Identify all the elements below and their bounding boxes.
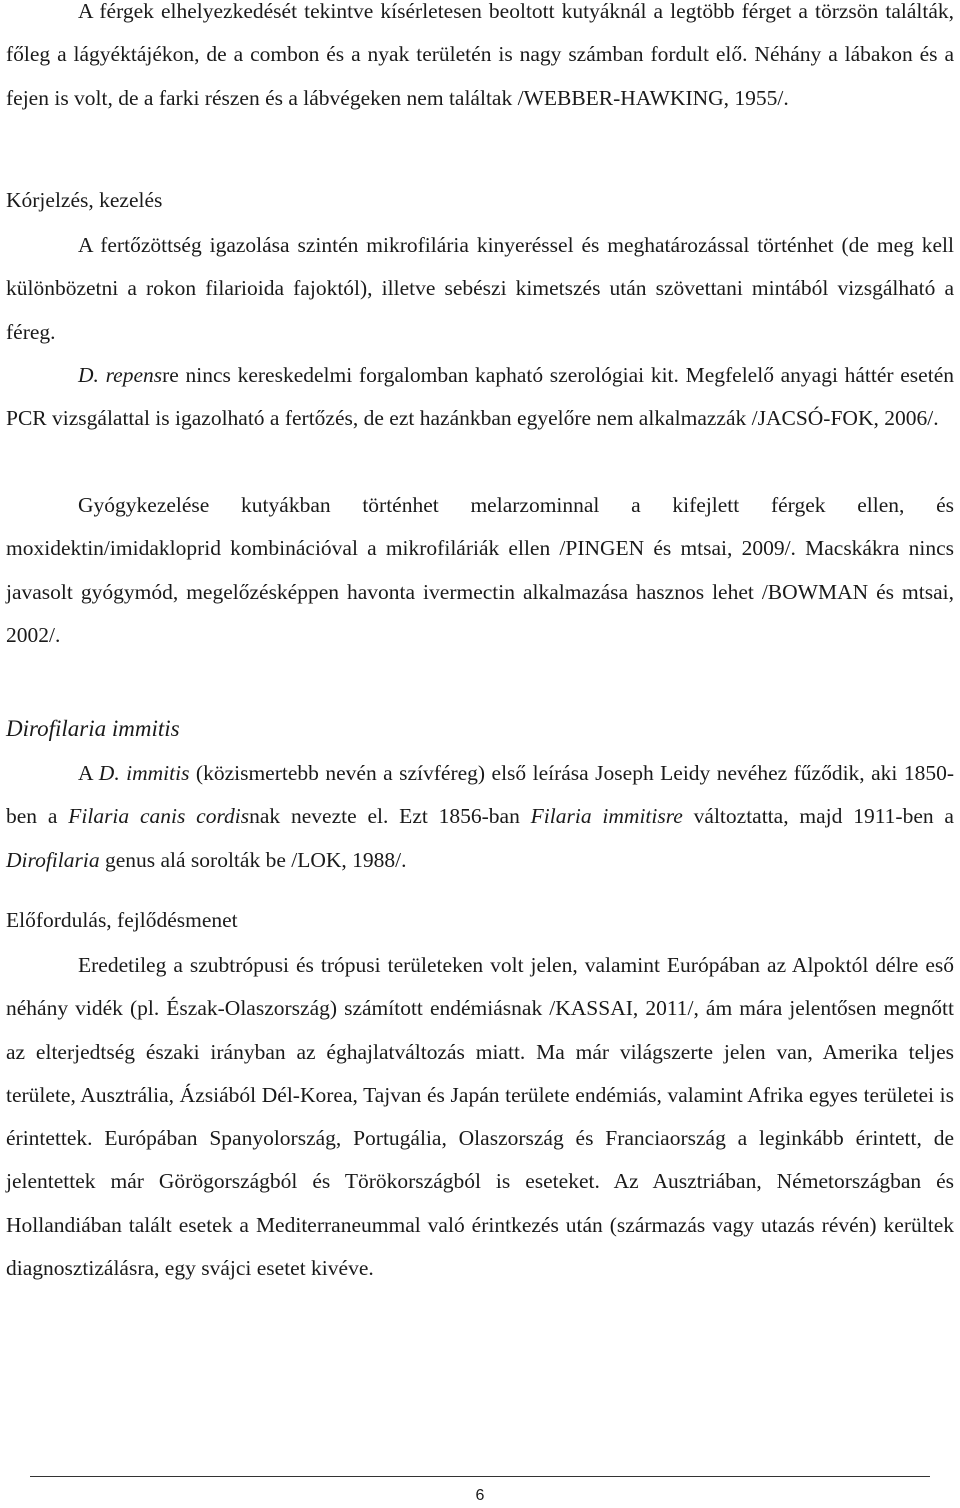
- species-name-italic: D. immitis: [98, 761, 190, 785]
- text-run: nak nevezte el. Ezt 1856-ban: [249, 804, 531, 829]
- text-run: genus alá sorolták be /LOK, 1988/.: [99, 847, 407, 872]
- section-heading-occurrence: Előfordulás, fejlődésmenet: [6, 908, 238, 932]
- paragraph-text: Eredetileg a szubtrópusi és trópusi területeken volt jelen, valamint Európában az Alpoktól délre eső néhány vidék (pl. Észak-Olaszország) számított endémiásnak /KASSAI, 2011/, ám mára jelentősen megnőtt az elterjedtség északi irányban az éghajlatváltozás miatt. Ma már világszerte jelen van, Amerika teljes területe, Ausztrália, Ázsiából Dél-Korea, Tajvan és Japán területe endémiás, valamint Afrika egyes területei is érintettek. Európában Spanyolország, Portugália, Olaszország és Franciaország a leginkább érintett, de jelentettek már Görögországból és Törökországból is eseteket. Az Ausztriában, Németországban és Hollandiában talált esetek a Mediterraneummal való érintkezés után (származás vagy utazás révén) kerültek diagnosztizálásra, egy svájci esetet kivéve.: [6, 953, 954, 1281]
- species-heading: Dirofilaria immitis: [6, 716, 180, 741]
- page-number: 6: [475, 1487, 485, 1504]
- species-name-italic: D. repens: [78, 363, 163, 387]
- paragraph-serology: [6, 354, 954, 441]
- text-run: A: [78, 761, 99, 785]
- species-name-italic: Filaria immitisre: [530, 804, 683, 829]
- paragraph-history: [6, 752, 954, 882]
- genus-name-italic: Dirofilaria: [6, 847, 100, 872]
- paragraph-text: re nincs kereskedelmi forgalomban kapható szerológiai kit. Megfelelő anyagi háttér esetén PCR vizsgálattal is igazolható a fertőzés, de ezt hazánkban egyelőre nem alkalmazzák /JACSÓ-FOK, 2006/.: [6, 363, 954, 431]
- paragraph-text: A férgek elhelyezkedését tekintve kísérletesen beoltott kutyáknál a legtöbb férget a törzsön találták, főleg a lágyéktájékon, de a combon és a nyak területén is nagy számban fordult elő. Néhány a lábakon és a fejen is volt, de a farki részen és a lábvégeken nem találtak /WEBBER-HAWKING, 1955/.: [6, 0, 954, 110]
- paragraph-worm-location: [6, 0, 954, 120]
- species-name-italic: Filaria canis cordis: [68, 804, 250, 829]
- paragraph-treatment: [6, 484, 954, 657]
- section-heading-diagnosis: Kórjelzés, kezelés: [6, 188, 163, 212]
- footer-divider: [30, 1476, 930, 1477]
- paragraph-text: A fertőzöttség igazolása szintén mikrofilária kinyeréssel és meghatározással történhet (de meg kell különbözetni a rokon filarioida fajoktól), illetve sebészi kimetszés után szövettani mintából vizsgálható a féreg.: [6, 233, 954, 344]
- text-run: (közismertebb nevén a szívféreg) első leírása Joseph Leidy nevéhez fűződik, aki 1850-ben a: [6, 761, 954, 829]
- paragraph-text: Gyógykezelése kutyákban történhet melarzominnal a kifejlett férgek ellen, és moxidektin/imidakloprid kombinációval a mikrofiláriák ellen /PINGEN és mtsai, 2009/. Macskákra nincs javasolt gyógymód, megelőzésképpen havonta ivermectin alkalmazása hasznos lehet /BOWMAN és mtsai, 2002/.: [6, 493, 954, 647]
- paragraph-occurrence: [6, 944, 954, 1290]
- text-run: változtatta, majd 1911-ben a: [682, 804, 954, 829]
- paragraph-diagnosis: [6, 224, 954, 354]
